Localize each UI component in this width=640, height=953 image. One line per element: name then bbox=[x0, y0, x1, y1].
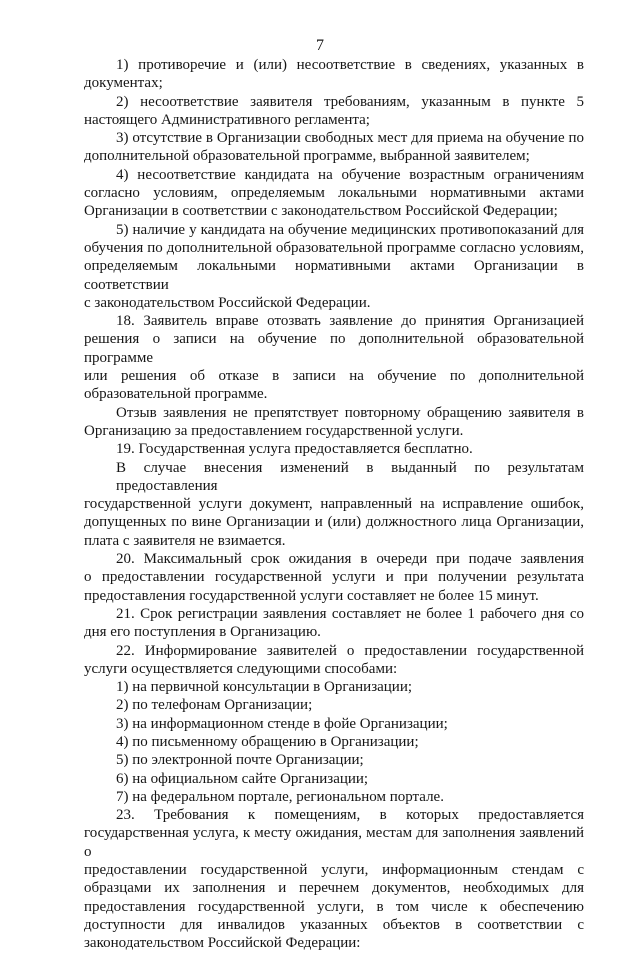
document-body bbox=[84, 56, 584, 953]
paragraph bbox=[84, 806, 584, 952]
paragraph bbox=[84, 312, 584, 403]
paragraph-line: 4) по письменному обращению в Организации; bbox=[116, 733, 419, 750]
paragraph bbox=[84, 696, 584, 714]
paragraph-line: 5) по электронной почте Организации; bbox=[116, 752, 364, 769]
paragraph-line: 22. Информирование заявителей о предоставлении государственной bbox=[116, 642, 584, 659]
paragraph-line: 7) на федеральном портале, региональном портале. bbox=[116, 788, 444, 805]
paragraph bbox=[84, 459, 584, 550]
paragraph bbox=[84, 404, 584, 441]
paragraph-line: 1) противоречие и (или) несоответствие в сведениях, указанных в bbox=[116, 57, 584, 73]
paragraph-line: с законодательством Российской Федерации. bbox=[84, 294, 371, 311]
paragraph-line: 19. Государственная услуга предоставляется бесплатно. bbox=[116, 441, 473, 458]
paragraph-line: 4) несоответствие кандидата на обучение возрастным ограничениям bbox=[116, 166, 584, 183]
paragraph-line: законодательством Российской Федерации: bbox=[84, 935, 361, 952]
paragraph-line: 23. Требования к помещениям, в которых предоставляется bbox=[116, 807, 584, 824]
paragraph-line: определяемым локальными нормативными актами Организации в соответствии bbox=[84, 258, 584, 293]
paragraph-line: Организацию за предоставлением государственной услуги. bbox=[84, 422, 464, 439]
paragraph-line: В случае внесения изменений в выданный по результатам предоставления bbox=[116, 459, 584, 494]
paragraph bbox=[84, 751, 584, 769]
paragraph bbox=[84, 221, 584, 312]
paragraph-line: дня его поступления в Организацию. bbox=[84, 624, 321, 641]
page-number: 7 bbox=[316, 37, 324, 54]
paragraph-line: дополнительной образовательной программе, выбранной заявителем; bbox=[84, 148, 530, 165]
paragraph-line: 21. Срок регистрации заявления составляет не более 1 рабочего дня со bbox=[116, 605, 584, 622]
paragraph bbox=[84, 788, 584, 806]
paragraph-line: предоставления государственной услуги, в том числе к обеспечению bbox=[84, 898, 584, 915]
paragraph-line: государственная услуга, к месту ожидания, местам для заполнения заявлений о bbox=[84, 825, 584, 860]
paragraph bbox=[84, 550, 584, 605]
paragraph-line: о предоставлении государственной услуги и при получении результата bbox=[84, 569, 584, 586]
paragraph bbox=[84, 715, 584, 733]
paragraph bbox=[84, 770, 584, 788]
paragraph-line: доступности для инвалидов указанных объектов в соответствии с bbox=[84, 916, 584, 933]
paragraph-line: Отзыв заявления не препятствует повторному обращению заявителя в bbox=[116, 404, 584, 421]
paragraph-line: 6) на официальном сайте Организации; bbox=[116, 770, 369, 787]
paragraph bbox=[84, 605, 584, 642]
paragraph bbox=[84, 93, 584, 130]
paragraph-line: 2) несоответствие заявителя требованиям, указанным в пункте 5 bbox=[116, 93, 584, 110]
paragraph bbox=[84, 642, 584, 679]
paragraph-line: 5) наличие у кандидата на обучение медицинских противопоказаний для bbox=[116, 221, 584, 238]
paragraph-line: или решения об отказе в записи на обучение по дополнительной bbox=[84, 368, 584, 385]
paragraph bbox=[84, 678, 584, 696]
paragraph bbox=[84, 166, 584, 221]
paragraph-line: 2) по телефонам Организации; bbox=[116, 697, 313, 714]
paragraph-line: 3) на информационном стенде в фойе Организации; bbox=[116, 715, 448, 732]
paragraph-line: согласно условиям, определяемым локальными нормативными актами bbox=[84, 185, 584, 202]
paragraph bbox=[84, 733, 584, 751]
paragraph-line: обучения по дополнительной образовательной программе согласно условиям, bbox=[84, 239, 584, 256]
paragraph-line: предоставления государственной услуги составляет не более 15 минут. bbox=[84, 587, 539, 604]
paragraph-line: допущенных по вине Организации и (или) должностного лица Организации, bbox=[84, 514, 584, 531]
paragraph-line: 3) отсутствие в Организации свободных мест для приема на обучение по bbox=[116, 130, 584, 147]
paragraph-line: образцами их заполнения и перечнем документов, необходимых для bbox=[84, 880, 584, 897]
paragraph-line: услуги осуществляется следующими способами: bbox=[84, 660, 398, 677]
paragraph-line: документах; bbox=[84, 75, 163, 92]
paragraph-line: образовательной программе. bbox=[84, 386, 268, 403]
paragraph-line: 20. Максимальный срок ожидания в очереди при подаче заявления bbox=[116, 551, 584, 568]
paragraph-line: настоящего Административного регламента; bbox=[84, 111, 370, 128]
paragraph-line: решения о записи на обучение по дополнительной образовательной программе bbox=[84, 331, 584, 366]
paragraph-line: предоставлении государственной услуги, информационным стендам с bbox=[84, 862, 584, 879]
paragraph-line: 18. Заявитель вправе отозвать заявление до принятия Организацией bbox=[116, 313, 584, 330]
paragraph bbox=[84, 56, 584, 93]
paragraph bbox=[84, 440, 584, 458]
paragraph-line: 1) на первичной консультации в Организации; bbox=[116, 679, 413, 696]
paragraph-line: плата с заявителя не взимается. bbox=[84, 532, 286, 549]
paragraph-line: государственной услуги документ, направленный на исправление ошибок, bbox=[84, 496, 584, 513]
paragraph-line: Организации в соответствии с законодательством Российской Федерации; bbox=[84, 203, 558, 220]
paragraph bbox=[84, 129, 584, 166]
